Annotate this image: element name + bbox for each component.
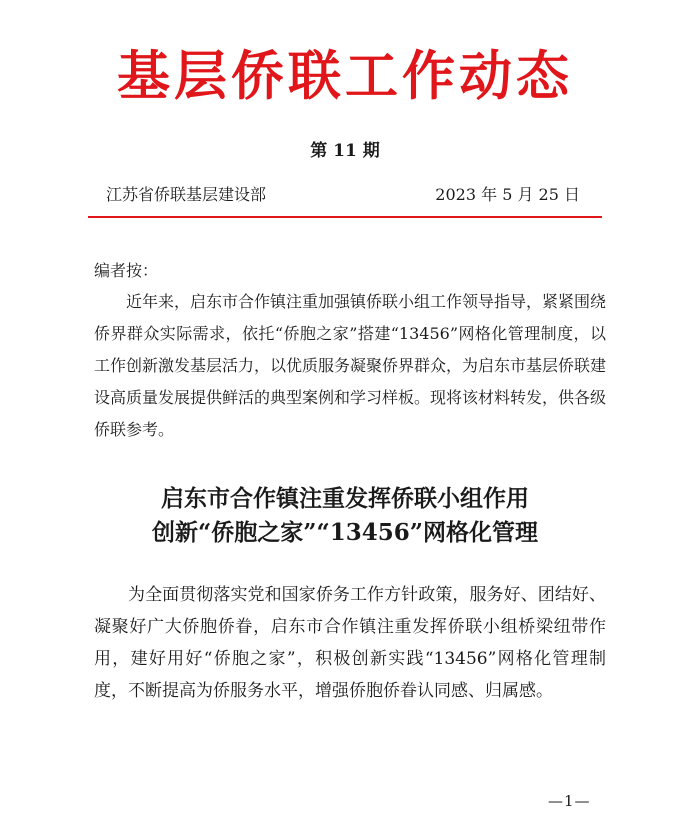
publish-date: 2023 年 5 月 25 日	[435, 185, 580, 204]
page-number: —1—	[548, 792, 591, 810]
article-paragraph: 为全面贯彻落实党和国家侨务工作方针政策，服务好、团结好、凝聚好广大侨胞侨眷，启东市合作镇注重发挥侨联小组桥梁纽带作用，建好用好“侨胞之家”，积极创新实践“13456”网格化管理制度，不断提高为侨服务水平，增强侨胞侨眷认同感、归属感。	[94, 585, 606, 701]
issue-number: 第 11 期	[310, 141, 380, 161]
masthead-title: 基层侨联工作动态	[117, 45, 573, 107]
publication-meta	[106, 182, 580, 205]
editor-note-label: 编者按：	[94, 261, 159, 280]
article-title-line-2: 创新“侨胞之家”“13456”网格化管理	[152, 519, 538, 546]
article-title-line-1: 启东市合作镇注重发挥侨联小组作用	[161, 485, 529, 512]
article-title	[0, 482, 690, 550]
publisher: 江苏省侨联基层建设部	[106, 185, 267, 204]
red-divider	[88, 216, 602, 218]
editor-note-text: 近年来，启东市合作镇注重加强镇侨联小组工作领导指导，紧紧围绕侨界群众实际需求，依托“侨胞之家”搭建“13456”网格化管理制度，以工作创新激发基层活力，以优质服务凝聚侨界群众，为启东市基层侨联建设高质量发展提供鲜活的典型案例和学习样板。现将该材料转发，供各级侨联参考。	[94, 292, 607, 439]
